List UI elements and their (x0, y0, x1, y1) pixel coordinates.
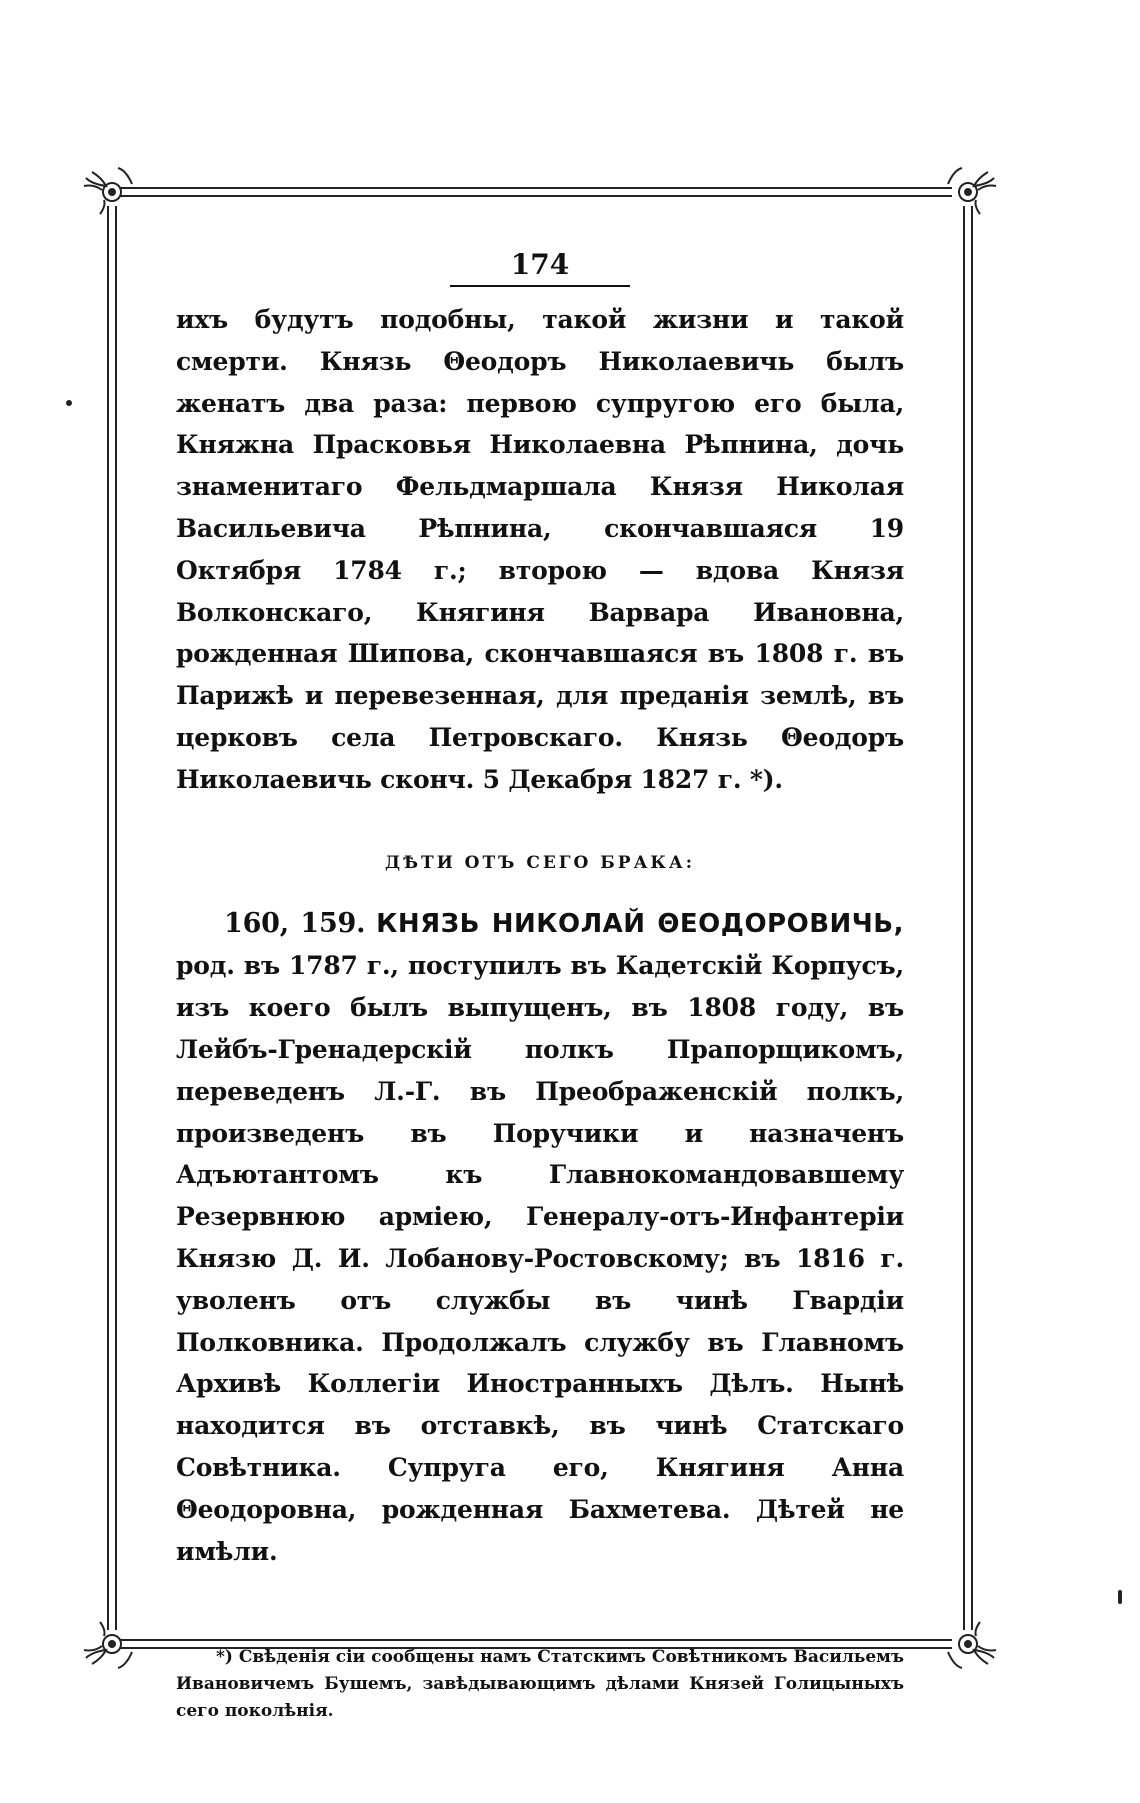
margin-speck (66, 400, 72, 406)
entry-number: 160, 159. (224, 907, 366, 939)
page-number: 174 (450, 248, 630, 287)
footnote: *) Свѣденія сіи сообщены намъ Статскимъ Совѣтникомъ Васильемъ Ивановичемъ Бушемъ, завѣдывающимъ дѣлами Князей Голицыныхъ сего поколѣнія. (176, 1647, 904, 1722)
entry-text: род. въ 1787 г., поступилъ въ Кадетскій Корпусъ, изъ коего былъ выпущенъ, въ 1808 году, въ Лейбъ-Гренадерскій полкъ Прапорщикомъ, переведенъ Л.-Г. въ Преображенскій полкъ, произведенъ въ Поручики и назначенъ Адъютантомъ къ Главнокомандовавшему Резервнюю арміею, Генералу-отъ-Инфантеріи Князю Д. И. Лобанову-Ростовскому; въ 1816 г. уволенъ отъ службы въ чинѣ Гвардіи Полковника. Продолжалъ службу въ Главномъ Архивѣ Коллегіи Иностранныхъ Дѣлъ. Нынѣ находится въ отставкѣ, въ чинѣ Статскаго Совѣтника. Супруга его, Княгиня Анна Θеодоровна, рожденная Бахметева. Дѣтей не имѣли. (176, 951, 904, 1566)
page-content (176, 248, 904, 1725)
margin-speck (1118, 1590, 1122, 1604)
body-paragraph (176, 299, 904, 801)
genealogy-entry (176, 903, 904, 1573)
body-paragraph-text: ихъ будутъ подобны, такой жизни и такой смерти. Князь Θеодоръ Николаевичь былъ женатъ два раза: первою супругою его была, Княжна Прасковья Николаевна Рѣпнина, дочь знаменитаго Фельдмаршала Князя Николая Васильевича Рѣпнина, скончавшаяся 19 Октября 1784 г.; второю — вдова Князя Волконскаго, Княгиня Варвара Ивановна, рожденная Шипова, скончавшаяся въ 1808 г. въ Парижѣ и перевезенная, для преданія землѣ, въ церковъ села Петровскаго. Князь Θеодоръ Николаевичь сконч. 5 Декабря 1827 г. *). (176, 305, 904, 794)
entry-name: КНЯЗЬ НИКОЛАЙ ΘЕОДОРОВИЧЬ, (376, 908, 904, 939)
section-title: ДѢТИ ОТЪ СЕГО БРАКА: (384, 852, 696, 873)
